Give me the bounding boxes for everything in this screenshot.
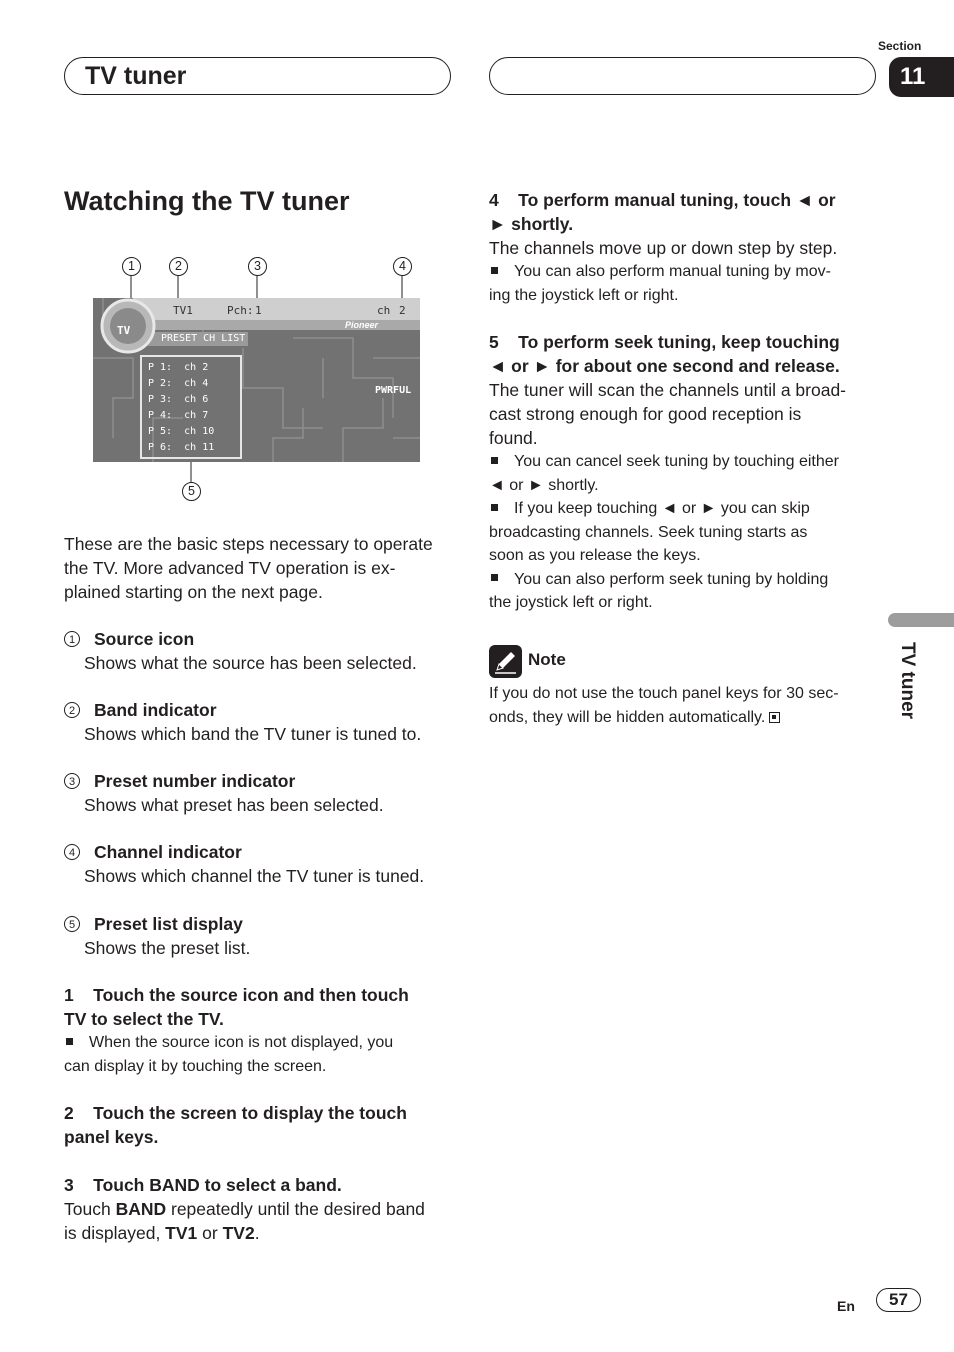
bullet-square [491, 574, 498, 581]
item-desc: Shows the preset list. [84, 938, 251, 958]
bullet-square [491, 504, 498, 511]
header-title-frame [64, 57, 451, 95]
intro-text: These are the basic steps necessary to operate the TV. More advanced TV operation is ex- plained starting on the next page. [64, 534, 433, 602]
callout-1: 1 [122, 257, 141, 276]
step-1 [64, 983, 464, 1078]
item-title: Band indicator [94, 700, 217, 720]
note-pencil-icon [489, 645, 522, 678]
item-title: Channel indicator [94, 842, 242, 862]
item-title: Source icon [94, 629, 195, 649]
preset-row: P 6: ch 11 [148, 442, 215, 453]
step-1-bullet-line2: can display it by touching the screen. [64, 1057, 327, 1075]
item-desc: Shows which channel the TV tuner is tuned. [84, 866, 425, 886]
screen-pch-value: 1 [255, 304, 262, 317]
step-4-title-line2: ► shortly. [489, 214, 574, 234]
screen-list-title: PRESET CH LIST [161, 333, 246, 344]
step-1-title-line2: TV to select the TV. [64, 1009, 224, 1029]
item-number: 1 [64, 631, 80, 647]
item-title: Preset number indicator [94, 771, 296, 791]
step-5: 5 To perform seek tuning, keep touching ◄ or ► for about one second and release. The tuner will scan the channels until a broad- cast strong enough for good reception is found. You can cancel seek tuning by touching either ◄ or ► shortly. If you keep touching ◄ or ► you can skip broadcasting channels. Seek tuning starts as soon as you release the keys. You can also perform seek tuning by holding the joystick left or right. [489, 330, 889, 615]
screen-brand: Pioneer [345, 320, 379, 330]
preset-row: P 4: ch 7 [148, 410, 209, 421]
section-number: 11 [889, 57, 954, 97]
item-number: 4 [64, 844, 80, 860]
tv-screen [93, 298, 420, 462]
item-number: 5 [64, 916, 80, 932]
step-2-title-line1: 2 Touch the screen to display the touch [64, 1103, 407, 1123]
item-3 [64, 769, 464, 817]
callout-2: 2 [169, 257, 188, 276]
note-title: Note [528, 650, 566, 669]
tv2-band: TV2 [222, 1223, 255, 1243]
item-title: Preset list display [94, 914, 243, 934]
step-4-title-line1: 4 To perform manual tuning, touch ◄ or [489, 190, 836, 210]
step-5-title-line1: 5 To perform seek tuning, keep touching [489, 332, 840, 352]
side-tab-marker [888, 613, 954, 627]
screen-band: TV1 [173, 304, 193, 317]
callout-3: 3 [248, 257, 267, 276]
side-tab-label: TV tuner [897, 642, 918, 720]
step-3-title: 3 Touch BAND to select a band. [64, 1175, 342, 1195]
screen-icon-label: TV [117, 324, 131, 337]
step-2 [64, 1101, 464, 1149]
note-text: If you do not use the touch panel keys for 30 sec- onds, they will be hidden automatically. [489, 685, 839, 726]
preset-row: P 3: ch 6 [148, 394, 209, 405]
screen-pch-label: Pch: [227, 304, 254, 317]
item-desc: Shows what the source has been selected. [84, 653, 417, 673]
item-4 [64, 840, 464, 888]
item-2 [64, 698, 464, 746]
item-5 [64, 912, 464, 960]
page-heading: Watching the TV tuner [64, 186, 350, 216]
tv1-band: TV1 [165, 1223, 198, 1243]
preset-row: P 1: ch 2 [148, 362, 209, 373]
item-desc: Shows what preset has been selected. [84, 795, 384, 815]
item-number: 3 [64, 773, 80, 789]
step-2-title-line2: panel keys. [64, 1127, 159, 1147]
bullet-square [491, 457, 498, 464]
step-5-title-line2: ◄ or ► for about one second and release. [489, 356, 840, 376]
preset-list [148, 360, 214, 456]
screen-ch-label: ch [377, 304, 391, 317]
header-blank-frame [489, 57, 876, 95]
item-1 [64, 627, 464, 675]
bullet-square [491, 267, 498, 274]
step-1-title-line1: 1 Touch the source icon and then touch [64, 985, 409, 1005]
step-4-body: The channels move up or down step by step. [489, 238, 838, 258]
step-3: 3 Touch BAND to select a band. Touch BAND repeatedly until the desired band is displayed, TV1 or TV2. [64, 1173, 464, 1245]
band-key: BAND [115, 1199, 167, 1219]
footer-lang: En [837, 1298, 855, 1314]
screen-side-label: PWRFUL [375, 385, 412, 396]
callout-5: 5 [182, 482, 201, 501]
step-4: 4 To perform manual tuning, touch ◄ or ► shortly. The channels move up or down step by step. You can also perform manual tuning by mov- ing the joystick left or right. [489, 188, 889, 307]
preset-row: P 5: ch 10 [148, 426, 215, 437]
bullet-square [66, 1038, 73, 1045]
item-number: 2 [64, 702, 80, 718]
end-mark-icon [769, 712, 780, 723]
step-1-bullet-line1: When the source icon is not displayed, you [89, 1034, 394, 1051]
item-desc: Shows which band the TV tuner is tuned to. [84, 724, 422, 744]
header-title: TV tuner [85, 62, 187, 90]
page-number: 57 [876, 1288, 921, 1312]
screen-ch-value: 2 [399, 304, 406, 317]
callout-4: 4 [393, 257, 412, 276]
preset-row: P 2: ch 4 [148, 378, 209, 389]
section-label: Section [878, 39, 922, 53]
